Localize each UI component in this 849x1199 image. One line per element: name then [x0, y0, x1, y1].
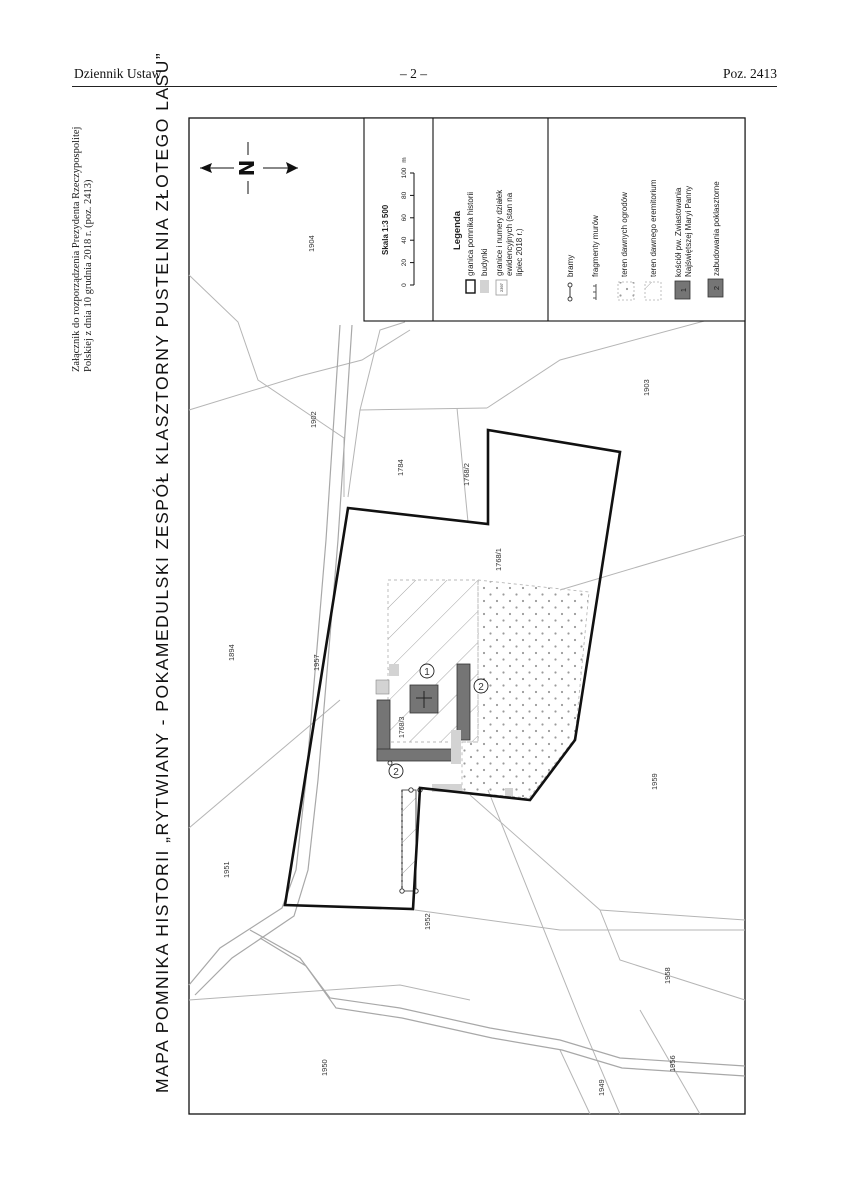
parcel-label: 1894 — [227, 644, 236, 661]
legend-text-gardens: teren dawnych ogrodów — [620, 192, 629, 277]
scale-tick: 60 — [401, 214, 408, 222]
legend-text-walls: fragmenty murów — [591, 215, 600, 277]
legend-symbol-buildings — [480, 280, 489, 293]
legend-symbol-gardens — [618, 282, 634, 300]
parcel-label: 1949 — [597, 1079, 606, 1096]
marker-monastery-west: 2 — [393, 767, 399, 778]
small-building-4 — [505, 788, 513, 796]
legend-text-hermitage: teren dawnego eremitorium — [649, 179, 658, 277]
legend-parcel-sample: 2397 — [499, 283, 504, 292]
parcel-label: 1952 — [423, 913, 432, 930]
parcel-label: 1956 — [668, 1055, 677, 1072]
parcel-label: 1902 — [309, 411, 318, 428]
monastery-east-wing — [457, 664, 470, 740]
monastery-south-wing — [377, 749, 457, 761]
parcel-label: 1958 — [663, 967, 672, 984]
legend-symbol-hermitage — [645, 282, 661, 300]
legend-text-boundary: granica pomnika historii — [466, 191, 475, 276]
legend-text-buildings: budynki — [480, 248, 489, 276]
position-number: Poz. 2413 — [723, 66, 777, 81]
legend-symbol-boundary — [466, 280, 475, 293]
small-building-1 — [389, 664, 399, 676]
legend-text-parcels-1: granice i numery działek — [495, 189, 504, 276]
journal-name: Dziennik Ustaw — [74, 66, 162, 81]
parcel-label: 1768/1 — [494, 548, 503, 571]
scale-tick: 20 — [401, 258, 408, 267]
legend-text-parcels-2: ewidencyjnych (stan na — [505, 192, 514, 276]
page-number: – 2 – — [400, 66, 427, 81]
parcel-label: 1904 — [307, 235, 316, 252]
marker-church: 1 — [424, 667, 430, 678]
annex-line-2: Polskiej z dnia 10 grudnia 2018 r. (poz. 2413) — [83, 179, 94, 372]
legend-text-monastery: zabudowania poklasztorne — [712, 181, 721, 276]
parcel-label: 1784 — [396, 459, 405, 476]
legend-number-monastery: 2 — [712, 285, 721, 291]
parcel-label: 1903 — [642, 379, 651, 396]
scale-label: Skala 1:3 500 — [381, 204, 390, 255]
parcel-label: 1768/3 — [399, 716, 406, 738]
legend-text-church-1: kościół pw. Zwiastowania — [674, 187, 683, 277]
north-label: N — [235, 159, 259, 177]
legend-text-parcels-3: lipiec 2018 r.) — [515, 228, 524, 276]
small-building-2 — [451, 730, 461, 764]
scale-tick: 40 — [401, 236, 408, 244]
parcel-label: 1957 — [312, 654, 321, 671]
scale-unit: m — [401, 157, 408, 163]
legend-number-church: 1 — [679, 287, 688, 293]
annex-note — [71, 126, 94, 372]
scale-tick: 80 — [401, 191, 408, 200]
parcel-label: 1951 — [222, 861, 231, 878]
scale-tick: 0 — [401, 283, 408, 287]
legend-heading: Legenda — [452, 210, 463, 250]
parcel-label: 1959 — [650, 773, 659, 790]
scale-tick: 100 — [401, 167, 408, 179]
map-title: MAPA POMNIKA HISTORII „RYTWIANY - POKAMEDULSKI ZESPÓŁ KLASZTORNY PUSTELNIA ZŁOTEGO LASU” — [152, 51, 172, 1093]
chapel-building — [376, 680, 389, 694]
parcel-label: 1950 — [320, 1059, 329, 1076]
marker-monastery-east: 2 — [478, 682, 484, 693]
annex-line-1: Załącznik do rozporządzenia Prezydenta Rzeczypospolitej — [71, 126, 82, 372]
legend-text-gates: bramy — [566, 254, 575, 277]
legend-symbol-walls — [593, 284, 596, 300]
parcel-label: 1768/2 — [462, 463, 471, 486]
legend-text-church-2: Najświętszej Maryi Panny — [684, 185, 693, 277]
